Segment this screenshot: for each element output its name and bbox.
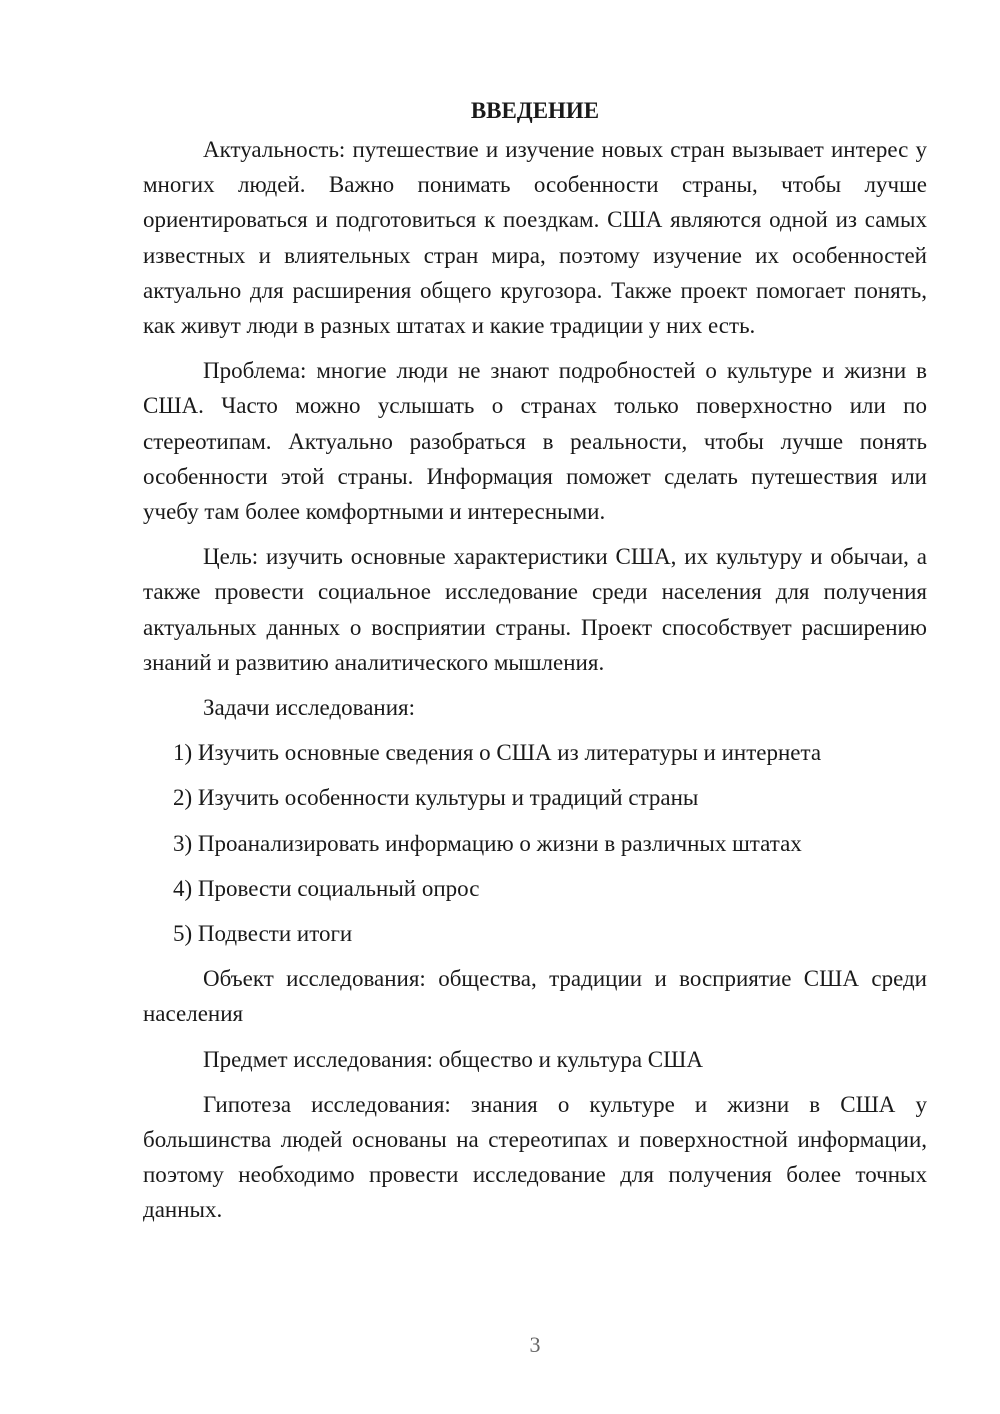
section-title: ВВЕДЕНИЕ xyxy=(470,98,600,123)
paragraph-hypothesis: Гипотеза исследования: знания о культуре и жизни в США у большинства людей основаны на стереотипах и поверхностной информации, поэтому необходимо провести исследование для получения более точных данных. xyxy=(143,1091,927,1223)
paragraph-relevance: Актуальность: путешествие и изучение новых стран вызывает интерес у многих людей. Важно понимать особенности страны, чтобы лучше ориентироваться и подготовиться к поездкам. США являются одной из самых известных и влиятельных стран мира, поэтому изучение их особенностей актуально для расширения общего кругозора. Также проект помогает понять, как живут люди в разных штатах и какие традиции у них есть. xyxy=(143,137,927,339)
list-item: 2) Изучить особенности культуры и традиций страны xyxy=(173,785,699,811)
paragraph-subject: Предмет исследования: общество и культура США xyxy=(203,1046,703,1072)
page-content xyxy=(143,96,927,1238)
list-item: 4) Провести социальный опрос xyxy=(173,875,480,901)
paragraph-problem: Проблема: многие люди не знают подробностей о культуре и жизни в США. Часто можно услышать о странах только поверхностно или по стереотипам. Актуально разобраться в реальности, чтобы лучше понять особенности этой страны. Информация поможет сделать путешествия или учебу там более комфортными и интересными. xyxy=(143,358,927,525)
paragraph-object: Объект исследования: общества, традиции и восприятие США среди населения xyxy=(143,966,927,1027)
task-list xyxy=(143,735,927,951)
list-item: 5) Подвести итоги xyxy=(173,921,353,947)
list-item: 1) Изучить основные сведения о США из литературы и интернета xyxy=(173,740,822,766)
page-number: 3 xyxy=(529,1332,541,1357)
paragraph-goal: Цель: изучить основные характеристики США, их культуру и обычаи, а также провести социальное исследование среди населения для получения актуальных данных о восприятии страны. Проект способствует расширению знаний и развитию аналитического мышления. xyxy=(143,544,927,675)
list-item: 3) Проанализировать информацию о жизни в различных штатах xyxy=(173,830,802,856)
tasks-heading: Задачи исследования: xyxy=(203,695,416,721)
